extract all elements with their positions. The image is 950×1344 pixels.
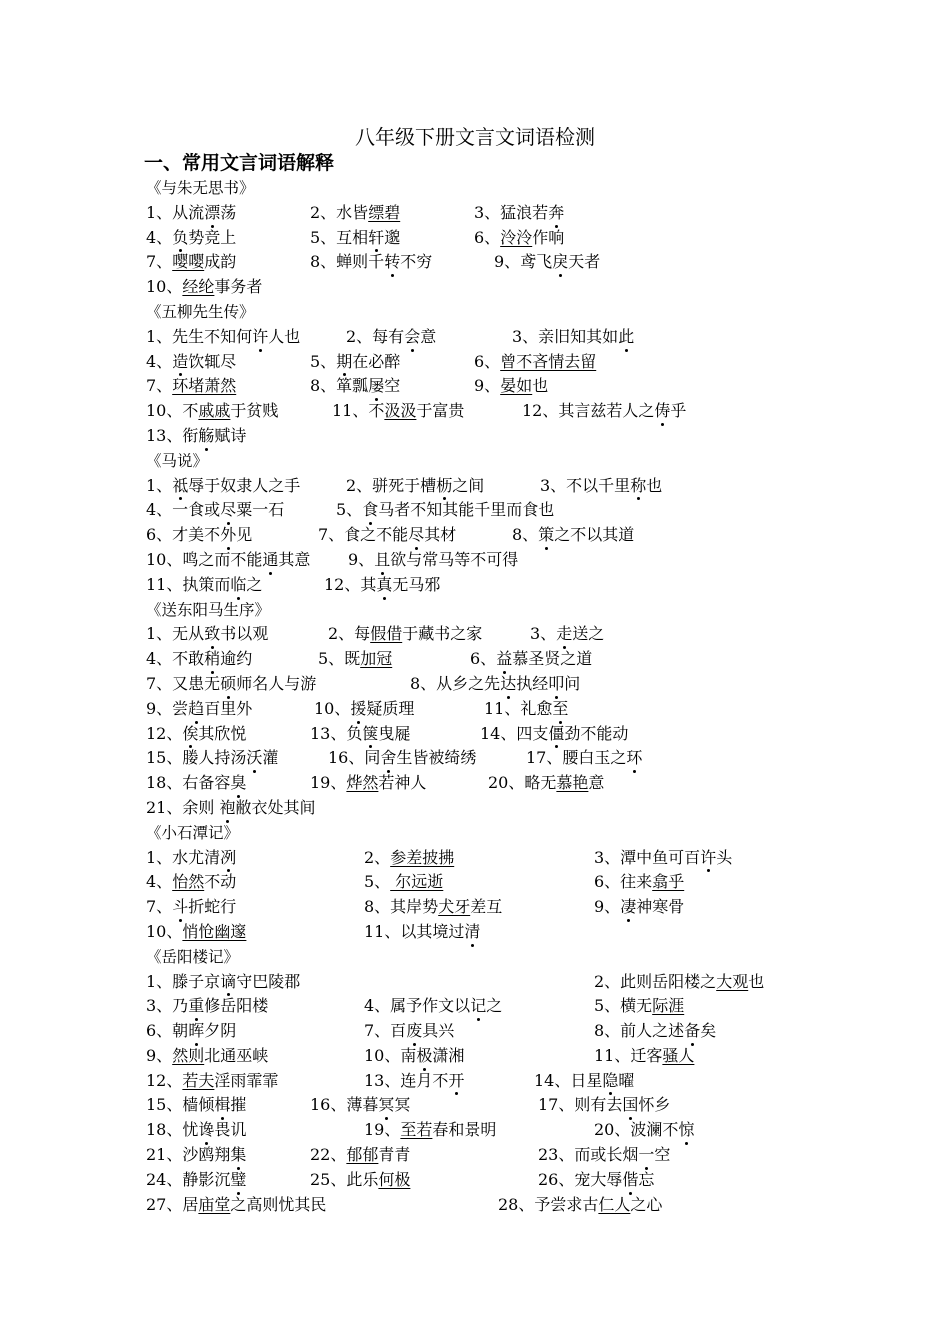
vocab-row (0, 970, 950, 995)
dotted-char: 臭 (230, 771, 246, 796)
text-section-title: 《马说》 (146, 451, 209, 470)
dotted-char: 屡 (368, 374, 384, 399)
dotted-char: 称 (630, 474, 646, 499)
vocab-item: 7、嘤嘤成韵 (146, 252, 237, 272)
underlined-term: 若夫 (182, 1070, 215, 1090)
vocabulary-list (0, 176, 950, 1217)
dotted-char: 益 (496, 647, 512, 672)
vocab-row (0, 1019, 950, 1044)
vocab-item: 21、余则 袍敝衣处其间 (146, 796, 315, 821)
vocab-item: 5、互相轩邈 (310, 226, 400, 251)
vocab-item: 5、期在必醉 (310, 350, 400, 375)
vocab-item: 9、鸢飞戾天者 (494, 250, 600, 275)
dotted-char: 谗 (198, 1118, 214, 1143)
vocab-item: 7、百废具兴 (364, 1019, 454, 1044)
vocab-row (0, 1093, 950, 1118)
vocab-row (0, 201, 950, 226)
vocab-row (0, 250, 950, 275)
vocab-item: 18、右备容臭 (146, 771, 246, 796)
vocab-item: 14、日星隐曜 (534, 1069, 634, 1094)
dotted-char: 临 (230, 573, 246, 598)
dotted-char: 至 (552, 697, 568, 722)
dotted-char: 谪 (220, 970, 236, 995)
vocab-item: 8、蝉则千转不穷 (310, 250, 432, 275)
vocab-row (0, 870, 950, 895)
dotted-char: 惊 (678, 1118, 694, 1143)
vocab-item: 2、每假借于藏书之家 (328, 624, 483, 644)
vocab-item: 24、静影沉璧 (146, 1168, 246, 1193)
vocab-item: 8、箪瓢屡空 (310, 374, 400, 399)
dotted-char: 会 (404, 325, 420, 350)
underlined-term: 仁人 (598, 1194, 631, 1214)
vocab-item: 10、经纶事务者 (146, 277, 263, 297)
vocab-item: 5、 尔远逝 (364, 872, 444, 892)
text-section-title: 《五柳先生传》 (146, 302, 255, 321)
vocab-item: 10、鸣之而不能通其意 (146, 548, 310, 573)
underlined-term: 何极 (378, 1169, 411, 1189)
vocab-item: 16、薄暮冥冥 (310, 1093, 410, 1118)
dotted-char: 奔 (548, 201, 564, 226)
vocab-item: 2、骈死于槽枥之间 (346, 474, 484, 499)
dotted-char: 一 (638, 1143, 654, 1168)
underlined-term: 际涯 (652, 996, 685, 1016)
text-section-title: 《小石潭记》 (146, 823, 240, 842)
vocab-item: 1、滕子京谪守巴陵郡 (146, 970, 300, 995)
vocab-item: 12、其言兹若人之俦乎 (522, 399, 686, 424)
dotted-char: 祗 (172, 474, 188, 499)
underlined-term: 至若 (400, 1120, 433, 1140)
dotted-char: 清 (464, 920, 480, 945)
vocab-item: 4、造饮辄尽 (146, 350, 236, 375)
vocab-item: 14、四支僵劲不能动 (480, 722, 628, 747)
dotted-char: 冽 (220, 846, 236, 871)
vocab-item: 3、亲旧知其如此 (512, 325, 634, 350)
dotted-char: 凄 (620, 895, 636, 920)
underlined-term: 尔远逝 (390, 872, 444, 892)
vocab-item: 9、晏如也 (474, 376, 549, 396)
vocab-row (0, 1118, 950, 1143)
underlined-term: 庙堂 (198, 1194, 231, 1214)
dotted-char: 废 (406, 1019, 422, 1044)
vocab-row (0, 697, 950, 722)
vocab-item: 3、猛浪若奔 (474, 201, 564, 226)
dotted-char: 负 (172, 226, 188, 251)
vocab-item: 1、先生不知何许人也 (146, 325, 300, 350)
dotted-char: 隐 (602, 1069, 618, 1094)
underlined-term: 环堵萧然 (172, 376, 237, 396)
underlined-term: 大观 (716, 971, 749, 991)
vocab-item: 9、且欲与常马等不可得 (348, 548, 518, 573)
vocab-item: 20、波澜不惊 (594, 1118, 694, 1143)
vocab-item: 26、宠大辱偕忘 (538, 1168, 654, 1193)
underlined-term: 慕艳 (556, 773, 589, 793)
dotted-char: 许 (252, 325, 268, 350)
vocab-item: 6、才美不外见 (146, 523, 252, 548)
vocab-item: 7、环堵萧然 (146, 376, 237, 396)
vocab-item: 4、不敢稍逾约 (146, 647, 252, 672)
dotted-char: 援 (350, 697, 366, 722)
text-section-title-row (0, 300, 950, 325)
vocab-item: 12、若夫淫雨霏霏 (146, 1070, 279, 1090)
dotted-char: 冥 (378, 1093, 394, 1118)
dotted-char: 楫 (214, 1093, 230, 1118)
dotted-char: 备 (684, 1019, 700, 1044)
vocab-item: 7、又患无硕师名人与游 (146, 672, 316, 697)
dotted-char: 外 (220, 523, 236, 548)
dotted-char: 叩 (548, 672, 564, 697)
vocab-row (0, 573, 950, 598)
underlined-term: 缥碧 (368, 202, 401, 222)
vocab-item: 20、略无慕艳意 (488, 773, 605, 793)
vocab-row (0, 523, 950, 548)
vocab-row (0, 846, 950, 871)
dotted-char: 枥 (436, 474, 452, 499)
vocab-item: 28、予尝求古仁人之心 (498, 1194, 663, 1214)
vocab-item: 10、悄怆幽邃 (146, 921, 247, 941)
dotted-char: 偕 (622, 1168, 638, 1193)
vocab-item: 5、食马者不知其能千里而食也 (336, 498, 554, 523)
underlined-term: 加冠 (360, 649, 393, 669)
vocab-item: 18、忧谗畏讥 (146, 1118, 246, 1143)
underlined-term: 假借 (370, 624, 403, 644)
vocab-row (0, 771, 950, 796)
vocab-row (0, 796, 950, 821)
vocab-item: 6、益慕圣贤之道 (470, 647, 592, 672)
vocab-item: 12、其真无马邪 (324, 573, 440, 598)
underlined-term: 郁郁 (346, 1145, 379, 1165)
vocab-row (0, 746, 950, 771)
vocab-item: 25、此乐何极 (310, 1169, 411, 1189)
vocab-item: 4、一食或尽粟一石 (146, 498, 284, 523)
underlined-term: 骚人 (662, 1045, 695, 1065)
text-section-title: 《与朱无思书》 (146, 179, 255, 197)
vocab-row (0, 399, 950, 424)
vocab-item: 8、从乡之先达执经叩问 (410, 672, 580, 697)
vocab-row (0, 1069, 950, 1094)
text-section-title-row (0, 598, 950, 623)
vocab-item: 2、每有会意 (346, 325, 436, 350)
underlined-term: 经纶 (182, 277, 215, 297)
vocab-item: 10、南极潇湘 (364, 1044, 464, 1069)
vocab-item: 3、乃重修岳阳楼 (146, 994, 268, 1019)
vocab-item: 10、援疑质理 (314, 697, 414, 722)
dotted-char: 国 (622, 1093, 638, 1118)
dotted-char: 集 (230, 1143, 246, 1168)
underlined-term: 悄怆幽邃 (182, 921, 247, 941)
text-section-title-row (0, 945, 950, 970)
dotted-char: 璧 (230, 1168, 246, 1193)
vocab-item: 11、礼愈至 (484, 697, 568, 722)
dotted-char: 重 (188, 994, 204, 1019)
vocab-row (0, 325, 950, 350)
vocab-item: 3、走送之 (530, 622, 604, 647)
dotted-char: 达 (500, 672, 516, 697)
vocab-item: 3、潭中鱼可百许头 (594, 846, 732, 871)
underlined-term: 犬牙 (438, 897, 471, 917)
vocab-item: 1、无从致书以观 (146, 622, 268, 647)
vocab-row (0, 1143, 950, 1168)
vocab-item: 19、烨然若神人 (310, 773, 427, 793)
vocab-item: 22、郁郁青青 (310, 1145, 411, 1165)
vocab-row (0, 672, 950, 697)
vocab-item: 11、执策而临之 (146, 573, 262, 598)
vocab-row (0, 548, 950, 573)
vocab-item: 3、不以千里称也 (540, 474, 662, 499)
vocab-row (0, 498, 950, 523)
vocab-item: 4、怡然不动 (146, 872, 237, 892)
underlined-term: 怡然 (172, 872, 205, 892)
underlined-term: 嘤嘤 (172, 252, 205, 272)
vocab-item: 11、不汲汲于富贵 (332, 401, 465, 421)
vocab-item: 7、食之不能尽其材 (318, 523, 456, 548)
underlined-term: 泠泠 (500, 227, 533, 247)
text-section-title-row (0, 449, 950, 474)
vocab-item: 16、同舍生皆被绮绣 (328, 746, 476, 771)
dotted-char: 许 (700, 846, 716, 871)
dotted-char: 晖 (188, 1019, 204, 1044)
underlined-term: 汲汲 (384, 401, 417, 421)
dotted-char: 此 (618, 325, 634, 350)
vocab-row (0, 647, 950, 672)
vocab-row (0, 1168, 950, 1193)
vocab-item: 2、此则岳阳楼之大观也 (594, 971, 765, 991)
vocab-item: 6、曾不吝情去留 (474, 351, 597, 371)
dotted-char: 斗 (172, 895, 188, 920)
dotted-char: 环 (626, 746, 642, 771)
dotted-char: 记 (470, 994, 486, 1019)
dotted-char: 极 (416, 1044, 432, 1069)
dotted-char: 轩 (368, 226, 384, 251)
vocab-row (0, 1044, 950, 1069)
dotted-char: 觞 (198, 424, 214, 449)
vocab-item: 12、俟其欣悦 (146, 722, 246, 747)
underlined-term: 翕乎 (652, 872, 685, 892)
vocab-row (0, 474, 950, 499)
dotted-char: 趋 (188, 697, 204, 722)
document-title: 八年级下册文言文词语检测 (355, 125, 595, 149)
vocab-item: 6、往来翕乎 (594, 872, 685, 892)
vocab-row (0, 994, 950, 1019)
vocab-item: 5、横无际涯 (594, 996, 685, 1016)
underlined-term: 戚戚 (198, 401, 231, 421)
underlined-term: 烨然 (346, 773, 379, 793)
dotted-char: 舍 (380, 746, 396, 771)
vocab-item: 5、既加冠 (318, 649, 393, 669)
vocab-item: 2、参差披拂 (364, 847, 455, 867)
vocab-item: 1、祗辱于奴隶人之手 (146, 474, 300, 499)
dotted-char: 转 (384, 250, 400, 275)
dotted-char: 尽 (220, 498, 236, 523)
vocab-item: 17、腰白玉之环 (526, 746, 642, 771)
dotted-char: 硕 (220, 672, 236, 697)
dotted-char: 且 (374, 548, 390, 573)
dotted-char: 造 (172, 350, 188, 375)
vocab-item: 7、斗折蛇行 (146, 895, 236, 920)
vocab-item: 13、连月不开 (364, 1069, 464, 1094)
dotted-char: 戾 (552, 250, 568, 275)
dotted-char: 真 (376, 573, 392, 598)
dotted-char: 开 (448, 1069, 464, 1094)
vocab-item: 13、衔觞赋诗 (146, 424, 246, 449)
vocab-item: 6、泠泠作响 (474, 227, 565, 247)
text-section-title: 《送东阳马生序》 (146, 600, 271, 619)
underlined-term: 参差披拂 (390, 847, 455, 867)
vocab-row (0, 895, 950, 920)
section-heading: 一、常用文言词语解释 (144, 152, 335, 174)
vocab-row (0, 275, 950, 300)
vocab-row (0, 920, 950, 945)
dotted-char: 尽 (408, 523, 424, 548)
text-section-title-row (0, 821, 950, 846)
vocab-item: 11、迁客骚人 (594, 1045, 695, 1065)
vocab-item: 8、前人之述备矣 (594, 1019, 716, 1044)
dotted-char: 通 (262, 548, 278, 573)
vocab-item: 17、则有去国怀乡 (538, 1093, 670, 1118)
text-section-title-row (0, 176, 950, 201)
vocab-row (0, 226, 950, 251)
dotted-char: 漂 (204, 201, 220, 226)
underlined-term: 然则 (172, 1045, 205, 1065)
vocab-item: 8、其岸势犬牙差互 (364, 897, 503, 917)
vocab-item: 15、媵人持汤沃灌 (146, 746, 278, 771)
dotted-char: 策 (538, 523, 554, 548)
underlined-term: 晏如 (500, 376, 533, 396)
vocab-row (0, 722, 950, 747)
vocab-item: 27、居庙堂之高则忧其民 (146, 1194, 327, 1214)
dotted-char: 期 (336, 350, 352, 375)
dotted-char: 箧 (362, 722, 378, 747)
vocab-item: 11、以其境过清 (364, 920, 480, 945)
vocab-item: 9、凄神寒骨 (594, 895, 684, 920)
vocab-row (0, 424, 950, 449)
vocab-row (0, 374, 950, 399)
underlined-term: 曾不吝情去留 (500, 351, 597, 371)
dotted-char: 僵 (548, 722, 564, 747)
vocab-item: 19、至若春和景明 (364, 1120, 497, 1140)
vocab-item: 23、而或长烟一空 (538, 1143, 670, 1168)
vocab-item: 21、沙鸥翔集 (146, 1143, 246, 1168)
dotted-char: 食 (362, 498, 378, 523)
vocab-item: 13、负箧曳屣 (310, 722, 410, 747)
dotted-char: 稍 (204, 647, 220, 672)
vocab-item: 2、水皆缥碧 (310, 202, 401, 222)
vocab-item: 9、尝趋百里外 (146, 697, 252, 722)
dotted-char: 沃 (246, 746, 262, 771)
text-section-title: 《岳阳楼记》 (146, 947, 240, 966)
dotted-char: 走 (556, 622, 572, 647)
vocab-item: 1、水尤清冽 (146, 846, 236, 871)
vocab-item: 4、负势竞上 (146, 226, 236, 251)
dotted-char: 俟 (182, 722, 198, 747)
dotted-char: 俦 (654, 399, 670, 424)
vocab-row (0, 1193, 950, 1218)
vocab-item: 1、从流漂荡 (146, 201, 236, 226)
vocab-item: 10、不戚戚于贫贱 (146, 401, 279, 421)
vocab-item: 4、属予作文以记之 (364, 994, 502, 1019)
dotted-char: 致 (204, 622, 220, 647)
vocab-row (0, 622, 950, 647)
vocab-row (0, 350, 950, 375)
vocab-item: 15、樯倾楫摧 (146, 1093, 246, 1118)
vocab-item: 8、策之不以其道 (512, 523, 634, 548)
vocab-item: 9、然则北通巫峡 (146, 1045, 269, 1065)
vocab-item: 6、朝晖夕阴 (146, 1019, 236, 1044)
dotted-char: 袍 (219, 796, 235, 821)
